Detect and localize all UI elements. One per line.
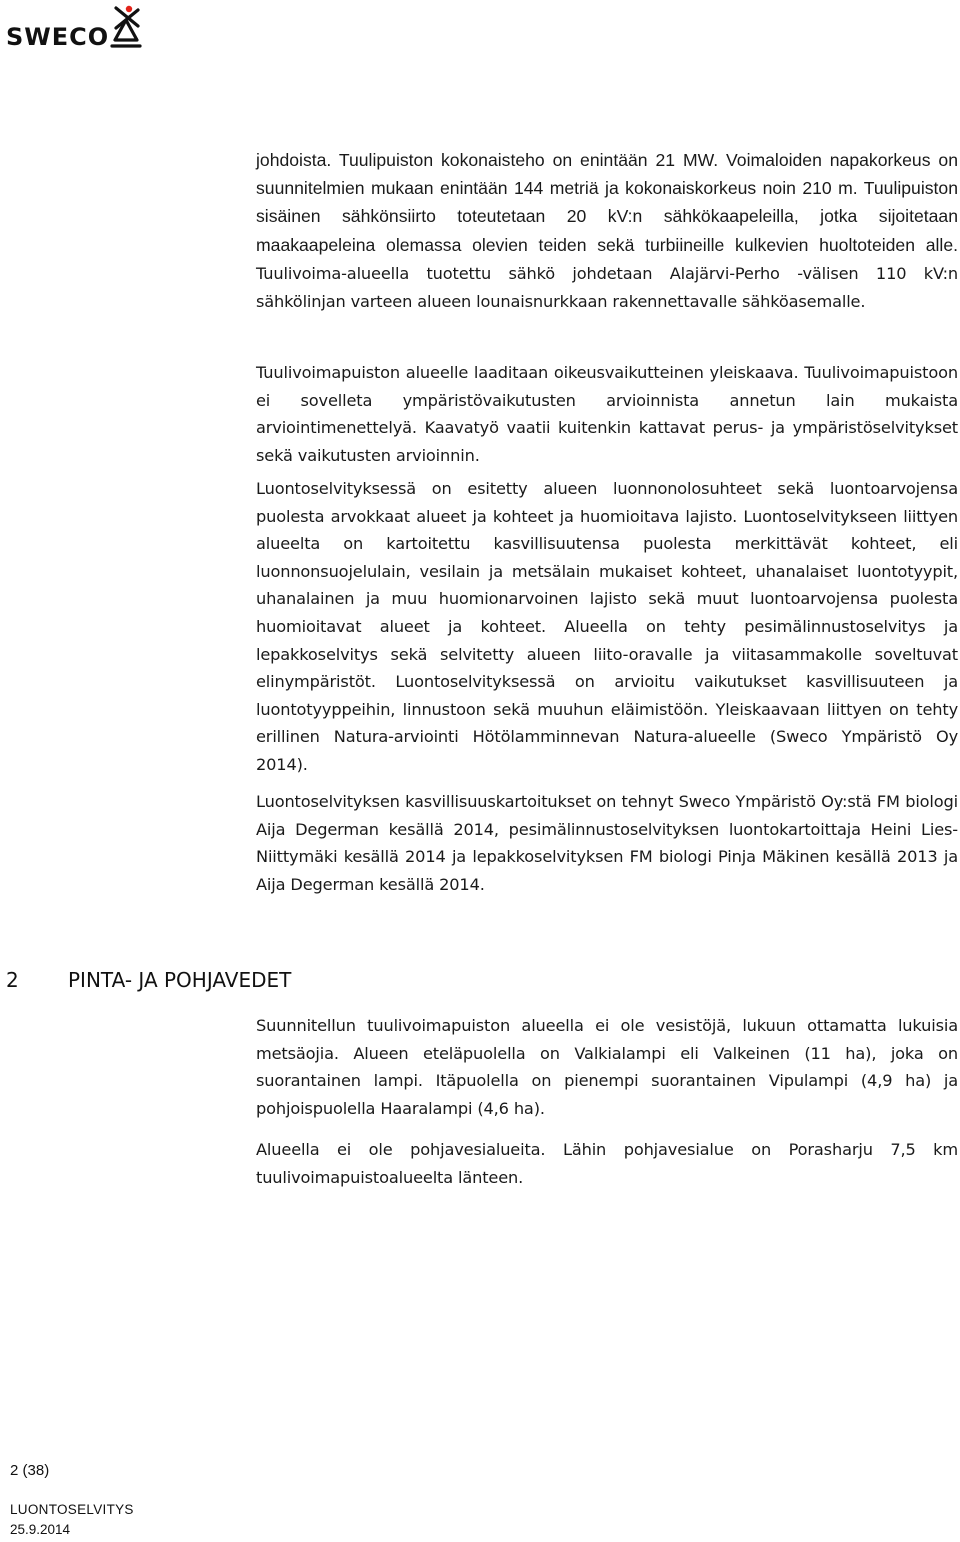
paragraph-pohjavedet: Alueella ei ole pohjavesialueita. Lähin pohjavesialue on Porasharju 7,5 km tuulivoimapuistoalueelta länteen. xyxy=(256,1140,958,1187)
section-title: PINTA- JA POHJAVEDET xyxy=(68,968,292,992)
body-section-1 xyxy=(256,146,958,316)
body-paragraph-3 xyxy=(256,475,958,779)
body-section-2-p2 xyxy=(256,1136,958,1191)
paragraph-vesistot: Suunnitellun tuulivoimapuiston alueella ei ole vesistöjä, lukuun ottamatta lukuisia metsäojia. Alueen eteläpuolella on Valkialampi eli Valkeinen (11 ha), joka on suorantainen lampi. Itäpuolella on pienempi suorantainen Vipulampi (4,9 ha) ja pohjoispuolella Haaralampi (4,6 ha). xyxy=(256,1016,958,1118)
sweco-figure-icon xyxy=(108,4,144,50)
body-paragraph-4 xyxy=(256,788,958,898)
footer-document-title: LUONTOSELVITYS xyxy=(10,1502,134,1517)
body-section-2-p1 xyxy=(256,1012,958,1122)
section-heading xyxy=(6,968,291,992)
section-number: 2 xyxy=(6,968,19,992)
sweco-logo xyxy=(4,4,144,50)
paragraph-wind-park-specs xyxy=(256,146,958,316)
logo-text: SWECO xyxy=(6,23,110,51)
page-number: 2 (38) xyxy=(10,1462,50,1479)
paragraph-text-2: Tuulivoima-alueella tuotettu sähkö johdetaan Alajärvi-Perho -välisen 110 kV:n sähkölinjan varteen alueen lounaisnurkkaan rakennettavalle sähköasemalle. xyxy=(256,263,958,312)
paragraph-text: johdoista. Tuulipuiston kokonaisteho on enintään 21 MW. Voimaloiden napakorkeus on suunnitelmien mukaan enintään 144 metriä ja kokonaiskorkeus noin 210 m. Tuulipuiston sisäinen sähkönsiirto toteutetaan 20 kV:n sähkökaapeleilla, jotka sijoitetaan maakaapeleina olemassa olevien teiden sekä turbiineille kulkevien huoltoteiden alle. xyxy=(256,150,958,255)
paragraph-luontoselvitys: Luontoselvityksessä on esitetty alueen luonnonolosuhteet sekä luontoarvojensa puolesta arvokkaat alueet ja kohteet ja huomioitava lajisto. Luontoselvitykseen liittyen alueelta on kartoitettu kasvillisuutensa puolesta merkittävät kohteet, eli luonnonsuojelulain, vesilain ja metsälain mukaiset kohteet, uhanalaiset luontotyypit, uhanalainen ja muu huomionarvoinen lajisto sekä muut luontoarvojensa puolesta huomioitavat alueet ja kohteet. Alueella on tehty pesimälinnustoselvitys ja lepakkoselvitys sekä selvitetty alueen liito-oravalle ja viitasammakolle soveltuvat elinympäristöt. Luontoselvityksessä on arvioitu vaikutukset kasvillisuuteen ja luontotyyppeihin, linnustoon sekä muuhun eläimistöön. Yleiskaavaan liittyen on tehty erillinen Natura-arviointi Hötölamminnevan Natura-alueelle (Sweco Ympäristö Oy 2014). xyxy=(256,479,958,774)
body-paragraph-2 xyxy=(256,359,958,469)
paragraph-kartoittajat: Luontoselvityksen kasvillisuuskartoitukset on tehnyt Sweco Ympäristö Oy:stä FM biologi Aija Degerman kesällä 2014, pesimälinnustoselvityksen luontokartoittaja Heini Lies-Niittymäki kesällä 2014 ja lepakkoselvityksen FM biologi Pinja Mäkinen kesällä 2013 ja Aija Degerman kesällä 2014. xyxy=(256,792,958,894)
paragraph-yleiskaava: Tuulivoimapuiston alueelle laaditaan oikeusvaikutteinen yleiskaava. Tuulivoimapuistoon ei sovelleta ympäristövaikutusten arvioinnista annetun lain mukaista arviointimenettelyä. Kaavatyö vaatii kuitenkin kattavat perus- ja ympäristöselvitykset sekä vaikutusten arvioinnin. xyxy=(256,363,958,465)
footer-date: 25.9.2014 xyxy=(10,1522,71,1537)
